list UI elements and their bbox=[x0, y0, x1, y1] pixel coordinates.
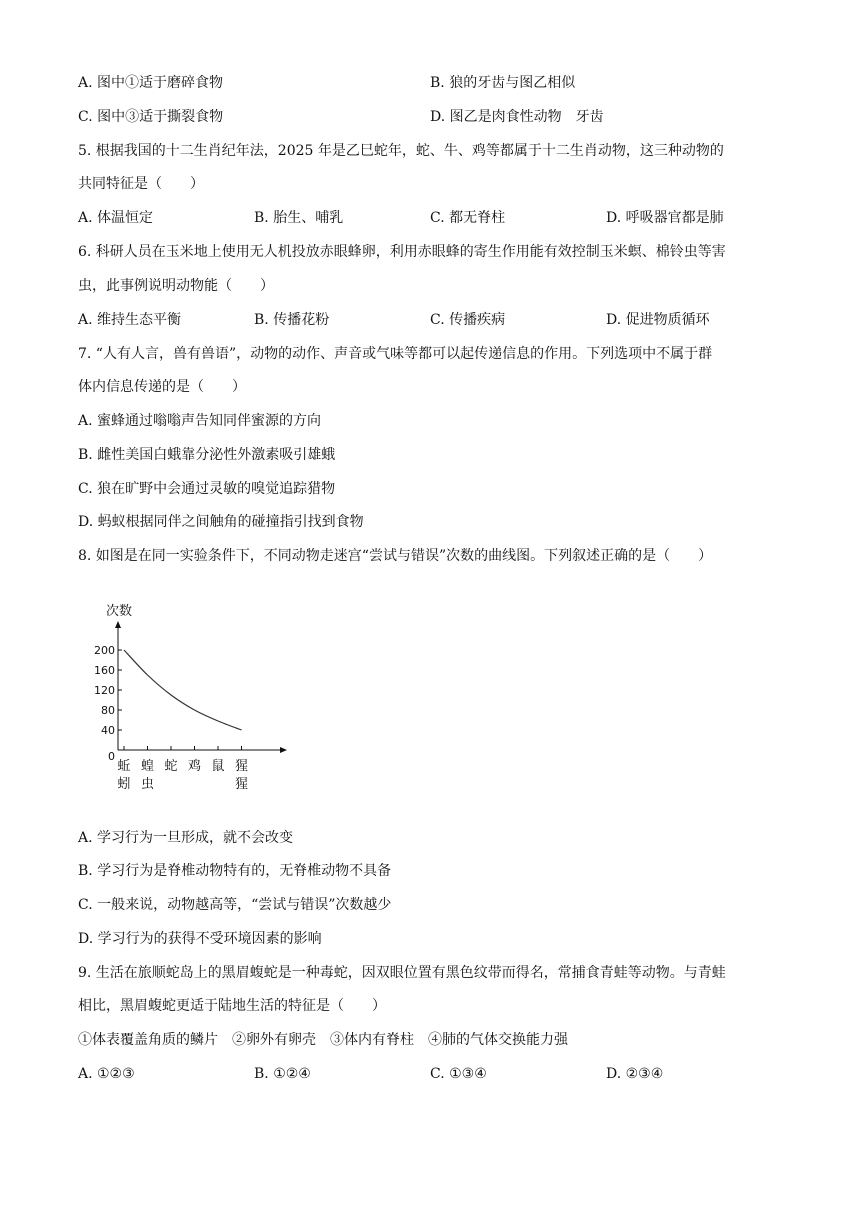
q4-option-b: B. 狼的牙齿与图乙相似 bbox=[430, 75, 576, 91]
y-tick-label: 200 bbox=[94, 644, 115, 657]
y-tick-label: 120 bbox=[94, 684, 115, 697]
chart-axes bbox=[115, 621, 287, 753]
y-tick-label: 40 bbox=[101, 724, 115, 737]
x-tick-labels bbox=[117, 746, 248, 792]
q9-option-d: D. ②③④ bbox=[606, 1066, 664, 1082]
q5-option-b: B. 胎生、哺乳 bbox=[254, 210, 344, 226]
x-tick-label: 猩 bbox=[234, 759, 249, 774]
x-tick-label: 虫 bbox=[140, 777, 155, 792]
q7-option-d: D. 蚂蚁根据同伴之间触角的碰撞指引找到食物 bbox=[78, 514, 364, 530]
q6-option-d: D. 促进物质循环 bbox=[606, 312, 710, 328]
q4-option-c: C. 图中③适于撕裂食物 bbox=[78, 109, 224, 125]
q9-stem-line2: 相比，黑眉蝮蛇更适于陆地生活的特征是（ ） bbox=[78, 998, 386, 1014]
q4-option-a: A. 图中①适于磨碎食物 bbox=[78, 75, 224, 91]
q7-option-c: C. 狼在旷野中会通过灵敏的嗅觉追踪猎物 bbox=[78, 481, 336, 497]
q5-option-c: C. 都无脊柱 bbox=[430, 210, 506, 226]
x-tick-label: 鸡 bbox=[187, 759, 202, 774]
q7-option-a: A. 蜜蜂通过嗡嗡声告知同伴蜜源的方向 bbox=[78, 413, 322, 429]
y-tick-label: 80 bbox=[101, 704, 115, 717]
q8-option-d: D. 学习行为的获得不受环境因素的影响 bbox=[78, 931, 322, 947]
y-axis-label: 次数 bbox=[106, 604, 133, 619]
q6-option-a: A. 维持生态平衡 bbox=[78, 312, 182, 328]
q5-stem-line2: 共同特征是（ ） bbox=[78, 176, 204, 192]
series-line bbox=[124, 650, 242, 730]
q8-option-c: C. 一般来说，动物越高等，“尝试与错误”次数越少 bbox=[78, 897, 392, 913]
q8-option-b: B. 学习行为是脊椎动物特有的，无脊椎动物不具备 bbox=[78, 863, 392, 879]
x-tick-label: 蚯 bbox=[117, 759, 131, 774]
q9-option-b: B. ①②④ bbox=[254, 1066, 311, 1082]
x-tick-label: 蝗 bbox=[140, 759, 155, 774]
q8-stem: 8. 如图是在同一实验条件下，不同动物走迷宫“尝试与错误”次数的曲线图。下列叙述正确的是（ ） bbox=[78, 548, 713, 564]
q5-stem-line1: 5. 根据我国的十二生肖纪年法，2025 年是乙巳蛇年，蛇、牛、鸡等都属于十二生肖动物，这三种动物的 bbox=[78, 143, 724, 159]
q6-stem-line1: 6. 科研人员在玉米地上使用无人机投放赤眼蜂卵，利用赤眼蜂的寄生作用能有效控制玉米螟、棉铃虫等害 bbox=[78, 244, 726, 260]
q9-option-c: C. ①③④ bbox=[430, 1066, 487, 1082]
q4-option-d: D. 图乙是肉食性动物 牙齿 bbox=[430, 109, 604, 125]
x-axis-arrow bbox=[280, 747, 287, 753]
q8-option-a: A. 学习行为一旦形成，就不会改变 bbox=[78, 830, 294, 846]
q7-option-b: B. 雌性美国白蛾靠分泌性外激素吸引雄蛾 bbox=[78, 447, 336, 463]
q7-stem-line1: 7. “人有人言，兽有兽语”，动物的动作、声音或气味等都可以起传递信息的作用。下列选项中不属于群 bbox=[78, 346, 713, 362]
q6-option-c: C. 传播疾病 bbox=[430, 312, 506, 328]
q9-stem-line1: 9. 生活在旅顺蛇岛上的黑眉蝮蛇是一种毒蛇，因双眼位置有黑色纹带而得名，常捕食青蛙等动物。与青蛙 bbox=[78, 965, 726, 981]
y-axis-arrow bbox=[115, 621, 121, 628]
q7-stem-line2: 体内信息传递的是（ ） bbox=[78, 379, 246, 395]
x-tick-label: 蚓 bbox=[117, 777, 131, 792]
chart-series bbox=[124, 650, 242, 730]
x-tick-label: 猩 bbox=[234, 777, 249, 792]
q6-stem-line2: 虫，此事例说明动物能（ ） bbox=[78, 278, 274, 294]
learning-trials-chart bbox=[92, 598, 292, 798]
q5-option-d: D. 呼吸器官都是肺 bbox=[606, 210, 724, 226]
y-tick-label: 0 bbox=[108, 750, 115, 763]
y-tick-label: 160 bbox=[94, 664, 115, 677]
q9-stem-line3: ①体表覆盖角质的鳞片 ②卵外有卵壳 ③体内有脊柱 ④肺的气体交换能力强 bbox=[78, 1032, 568, 1048]
q5-option-a: A. 体温恒定 bbox=[78, 210, 154, 226]
q6-option-b: B. 传播花粉 bbox=[254, 312, 330, 328]
x-tick-label: 蛇 bbox=[164, 759, 178, 774]
x-tick-label: 鼠 bbox=[211, 759, 225, 774]
q9-option-a: A. ①②③ bbox=[78, 1066, 135, 1082]
